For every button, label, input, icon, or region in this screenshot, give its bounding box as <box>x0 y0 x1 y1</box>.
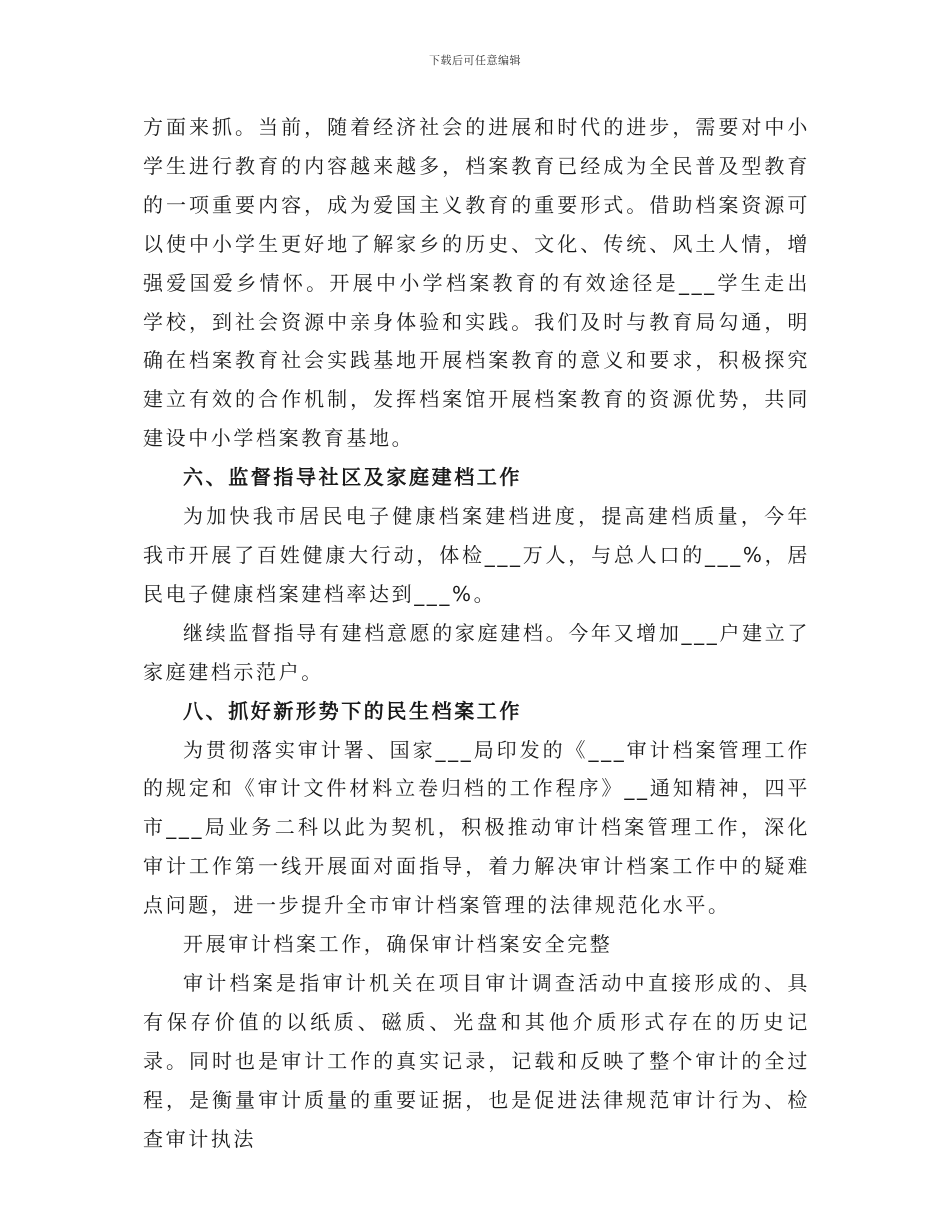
paragraph-family-records: 继续监督指导有建档意愿的家庭建档。今年又增加___户建立了家庭建档示范户。 <box>143 620 810 684</box>
paragraph-archive-education: 方面来抓。当前，随着经济社会的进展和时代的进步，需要对中小学生进行教育的内容越来越多，档案教育已经成为全民普及型教育的一项重要内容，成为爱国主义教育的重要形式。借助档案资源可以使中小学生更好地了解家乡的历史、文化、传统、风土人情，增强爱国爱乡情怀。开展中小学档案教育的有效途径是___学生走出学校，到社会资源中亲身体验和实践。我们及时与教育局勾通，明确在档案教育社会实践基地开展档案教育的意义和要求，积极探究建立有效的合作机制，发挥档案馆开展档案教育的资源优势，共同建设中小学档案教育基地。 <box>143 115 810 451</box>
paragraph-audit-regulation: 为贯彻落实审计署、国家___局印发的《___审计档案管理工作的规定和《审计文件材料立卷归档的工作程序》__通知精神，四平市___局业务二科以此为契机，积极推动审计档案管理工作，深化审计工作第一线开展面对面指导，着力解决审计档案工作中的疑难点问题，进一步提升全市审计档案管理的法律规范化水平。 <box>143 737 810 918</box>
section-heading-eight: 八、抓好新形势下的民生档案工作 <box>183 698 522 723</box>
paragraph-audit-subtitle: 开展审计档案工作，确保审计档案安全完整 <box>183 932 613 957</box>
page-header-note: 下载后可任意编辑 <box>429 54 521 67</box>
document-body <box>143 108 810 1158</box>
paragraph-health-records: 为加快我市居民电子健康档案建档进度，提高建档质量，今年我市开展了百姓健康大行动，体检___万人，与总人口的___%，居民电子健康档案建档率达到___%。 <box>143 504 810 606</box>
paragraph-audit-definition: 审计档案是指审计机关在项目审计调查活动中直接形成的、具有保存价值的以纸质、磁质、光盘和其他介质形式存在的历史记录。同时也是审计工作的真实记录，记载和反映了整个审计的全过程，是衡量审计质量的重要证据，也是促进法律规范审计行为、检查审计执法 <box>143 970 810 1151</box>
section-heading-six: 六、监督指导社区及家庭建档工作 <box>183 465 522 490</box>
